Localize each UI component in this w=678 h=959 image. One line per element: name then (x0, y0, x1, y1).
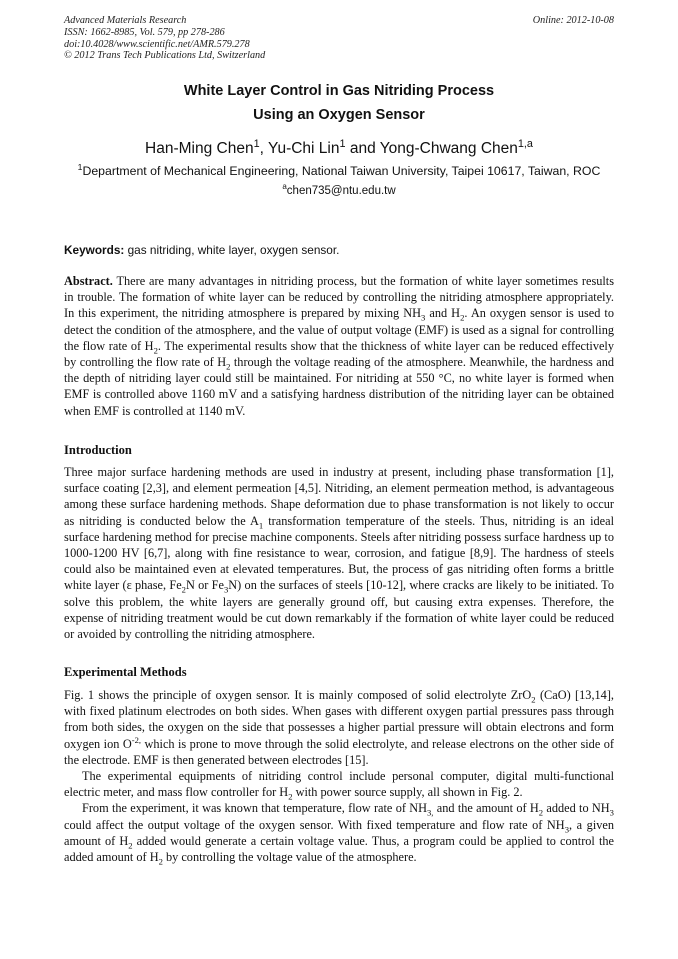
doi-line: doi:10.4028/www.scientific.net/AMR.579.278 (64, 38, 250, 50)
subscript: 2 (181, 584, 186, 595)
subscript: 2 (538, 807, 544, 818)
text-run: added would generate a certain voltage value. Thus, a program could be applied to control the added amount of H (64, 833, 614, 865)
keywords-label: Keywords: (64, 243, 125, 257)
subscript: 2 (128, 840, 133, 851)
text-run: Fig. 1 shows the principle of oxygen sensor. It is mainly composed of solid electrolyte ZrO (64, 688, 532, 702)
issn-line: ISSN: 1662-8985, Vol. 579, pp 278-286 (64, 26, 225, 38)
text-run: which is prone to move through the solid electrolyte, and release electrons on the other side of the electrode. EMF is then generated between electrodes [15]. (64, 736, 614, 767)
journal-header (64, 15, 265, 62)
subscript: 3, (427, 807, 434, 818)
subscript: 2 (226, 361, 231, 372)
subscript: 2 (153, 345, 158, 356)
text-run: . An oxygen sensor is used to detect the condition of the atmosphere, and the value of output voltage (EMF) is used as a signal for controlling the flow rate of H (64, 306, 614, 353)
author-name: Yong-Chwang Chen (379, 140, 518, 157)
contact-email (0, 182, 678, 197)
copyright-line: © 2012 Trans Tech Publications Ltd, Switzerland (64, 50, 266, 62)
text-run: by controlling the voltage value of the atmosphere. (162, 850, 417, 865)
text-run: and H (425, 306, 461, 321)
text-run: Three major surface hardening methods are used in industry at present, including phase transformation [1], surface coating [2,3], and element permeation [4,5]. Nitriding, an element permeation method, is advantageous among these surface hardening methods. Shape deformation due to phase transformation is not likely to occur as nitriding is conducted below the A (64, 465, 614, 528)
text-run: (CaO) [13,14], with fixed platinum electrodes on both sides. When gases with different oxygen partial pressures pass through from both sides, the oxygen on the side that possesses a higher partial pressure will obtain electrons and form oxygen ion O (64, 688, 614, 751)
abstract-paragraph (64, 273, 614, 419)
subscript: 3 (609, 807, 614, 818)
subscript: 3 (223, 584, 229, 595)
text-run: There are many advantages in nitriding process, but the formation of white layer sometimes results in trouble. The formation of white layer can be reduced by controlling the nitriding atmosphere appropriately. In this experiment, the nitriding atmosphere is prepared by mixing NH (64, 274, 614, 321)
paper-title-line-1: White Layer Control in Gas Nitriding Process (183, 83, 495, 99)
author-separator: and (345, 140, 380, 157)
text-run: . The experimental results show that the thickness of white layer can be reduced effectively by controlling the flow rate of H (64, 338, 614, 370)
subscript: 2 (288, 791, 293, 802)
affiliation-text: Department of Mechanical Engineering, National Taiwan University, Taipei 10617, Taiwan, ROC (82, 164, 601, 178)
abstract (64, 273, 614, 419)
text-run: The experimental equipments of nitriding control include personal computer, digital multi-functional electric meter, and mass flow controller for H (64, 769, 614, 800)
author-name: Yu-Chi Lin (267, 140, 340, 157)
text-run: added to NH (543, 801, 610, 816)
section-heading-introduction: Introduction (64, 443, 132, 457)
subscript: 2 (460, 312, 465, 323)
author-list (0, 137, 678, 158)
methods-paragraph-3 (64, 800, 614, 865)
affiliation-marker: 1 (77, 161, 83, 172)
text-run: N) on the surfaces of steels [10-12], where cracks are likely to be initiated. To solve this problem, the white layers are generally ground off, but causing extra expenses. Therefore, the expense of nitriding treatment would be cut down remarkably if the formation of white layer could be reduced or avoided by controlling the nitriding atmosphere. (64, 578, 614, 642)
subscript: 2 (158, 856, 163, 867)
email-address: chen735@ntu.edu.tw (286, 185, 396, 197)
text-run: N or Fe (185, 578, 224, 593)
methods-paragraph-1 (64, 687, 614, 768)
section-heading-methods: Experimental Methods (64, 665, 187, 679)
methods-paragraph-2 (64, 768, 614, 800)
author-separator: , (259, 140, 268, 157)
text-run: , a given amount of H (64, 817, 614, 848)
text-run: and the amount of H (433, 801, 539, 816)
subscript: 3 (564, 824, 569, 835)
paper-title-line-2: Using an Oxygen Sensor (253, 107, 425, 123)
author-affil-marker: 1 (339, 137, 346, 150)
journal-name: Advanced Materials Research (64, 15, 187, 26)
abstract-label: Abstract. (64, 274, 113, 288)
text-run: through the voltage reading of the atmosphere. Meanwhile, the hardness and the depth of nitriding layer could still be maintained. For nitriding at 550 °C, no white layer is formed when EMF is controlled above 1160 mV and a satisfying hardness distribution of the nitriding layer can be obtained when EMF is controlled at 1140 mV. (64, 355, 614, 418)
introduction-paragraph (64, 464, 614, 642)
methods-body (64, 687, 614, 865)
text-run: with power source supply, all shown in Fig. 2. (292, 785, 523, 800)
keywords-text: gas nitriding, white layer, oxygen sensor. (124, 243, 340, 257)
author-affil-marker: 1 (253, 137, 260, 150)
author-affil-marker: 1,a (517, 137, 533, 150)
keywords (64, 243, 339, 257)
text-run: transformation temperature of the steels. Thus, nitriding is an ideal surface hardening method for precise machine components. Steels after nitriding possess surface hardness up to 1000-1200 HV [6,7], along with fine resistance to wear, corrosion, and fatigue [8,9]. The hardness of steels could also be maintained even at elevated temperatures. But, the process of gas nitriding often forms a brittle white layer (ε phase, Fe (64, 513, 614, 593)
text-run: From the experiment, it was known that temperature, flow rate of NH (82, 801, 427, 816)
subscript: 2 (531, 694, 536, 705)
subscript: 3 (421, 312, 426, 323)
email-marker: a (282, 182, 287, 192)
superscript: -2, (131, 734, 142, 745)
author-name: Han-Ming Chen (145, 140, 254, 157)
online-date: Online: 2012-10-08 (532, 15, 614, 26)
subscript: 1 (258, 520, 264, 531)
introduction-body (64, 464, 614, 642)
text-run: could affect the output voltage of the oxygen sensor. With fixed temperature and flow rate of NH (64, 817, 565, 832)
affiliation (0, 161, 678, 178)
